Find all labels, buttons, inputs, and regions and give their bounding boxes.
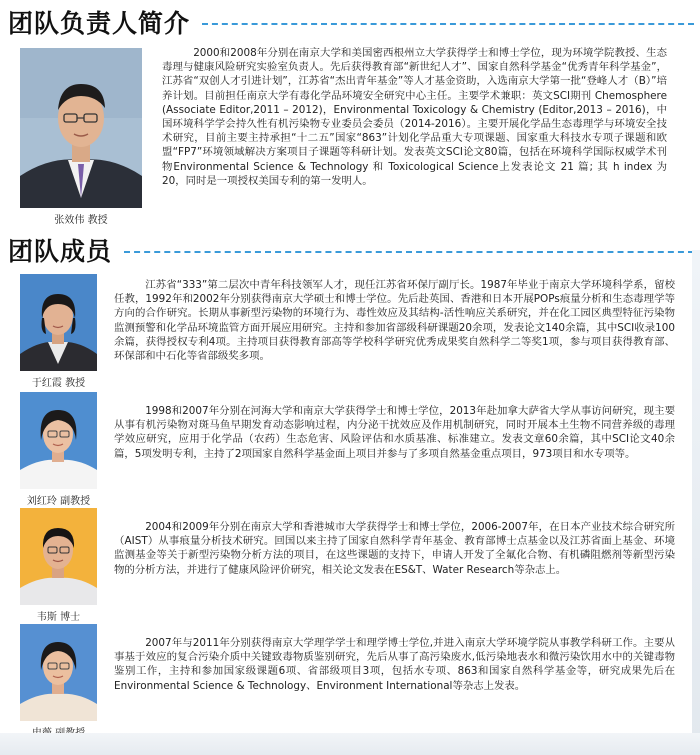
member-photo	[20, 392, 97, 489]
leader-section-title: 团队负责人简介	[8, 9, 191, 38]
member-bio: 2004和2009年分别在南京大学和香港城市大学获得学士和博士学位，2006-2007年，在日本产业技术综合研究所（AIST）从事痕量分析技术研究。回国以来主持了国家自然科学青年基金、教育部博士点基金以及江苏省面上基金、环境监测基金等关于新型污染物分析方法的项目，在这些课题的支持下，申请人开发了全氟化合物、有机磷阻燃剂等新型污染物的分析方法，并进行了健康风险评价研究，相关论文发表在ES&T、Water Research等杂志上。	[114, 521, 675, 576]
leader-bio: 2000和2008年分别在南京大学和美国密西根州立大学获得学士和博士学位，现为环境学院教授、生态毒理与健康风险研究实验室负责人。先后获得教育部“新世纪人才”、国家自然科学基金“优秀青年科学基金”，江苏省“双创人才引进计划”，江苏省“杰出青年基金”等人才基金资助，入选南京大学第一批“登峰人才（B）”培养计划。目前担任南京大学有毒化学品环境安全研究中心主任。主要学术兼职：英文SCI期刊 Chemosphere (Associate Editor,2011 – 2012)，Environmental Toxicology & Chemistry (Editor,2013 – 2016)，中国环境科学学会持久性有机污染物专业委员会委员（2014-2016）。主要开展化学品生态毒理学与环境安全技术研究，目前主要主持承担“十二五”国家“863”计划化学品重大专项课题、国家重大科技水专项子课题和欧盟“FP7”环境领域解决方案项目子课题等科研计划。发表英文SCI论文80篇，包括在环境科学国际权威学术刊物Environmental Science & Technology 和 Toxicological Science上发表论文 21 篇; 其 h index 为 20，同时是一项授权美国专利的第一发明人。	[162, 47, 667, 187]
member-caption: 刘红玲 副教授	[26, 496, 91, 507]
footer-band	[0, 733, 700, 755]
section-divider	[124, 251, 694, 253]
member-bio: 1998和2007年分别在河海大学和南京大学获得学士和博士学位，2013年赴加拿大萨省大学从事访问研究，现主要从事有机污染物对斑马鱼早期发育动态影响过程，内分泌干扰效应及作用机制研究，同时开展本土生物不同营养级的毒理学效应研究，应用于化学品（农药）生态危害、风险评估和水质基准、标准建立。发表文章60余篇，其中SCI论文40余篇，5项发明专利，主持了2项国家自然科学基金面上项目并参与了多项自然基金重点项目，973项目和水专项等。	[114, 405, 675, 460]
section-divider	[202, 23, 694, 25]
member-photo	[20, 624, 97, 721]
leader-photo	[20, 48, 142, 208]
members-section-header	[8, 232, 694, 268]
leader-section-header	[8, 4, 694, 40]
leader-caption: 张效伟 教授	[54, 215, 108, 226]
members-section-title: 团队成员	[8, 237, 113, 266]
member-bio: 江苏省“333”第二层次中青年科技领军人才，现任江苏省环保厅副厅长。1987年毕业于南京大学环境科学系，留校任教，1992年和2002年分别获得南京大学硕士和博士学位。先后赴英国、香港和日本开展POPs痕量分析和生态毒理学等方向的合作研究。长期从事新型污染物的环境行为、毒性效应及其结构-活性响应关系研究，并在化工园区典型特征污染物监测预警和化学品环境监管方面开展应用研究。主持和参加省部级科研课题20余项，发表论文140余篇，其中SCI收录100余篇，获得授权专利4项。主持项目获得教育部高等学校科学研究优秀成果奖自然科学二等奖1项，参与项目获得教育部、环保部和中石化等省部级奖多项。	[114, 279, 676, 363]
member-photo	[20, 274, 97, 371]
member-photo	[20, 508, 97, 605]
member-bio: 2007年与2011年分别获得南京大学理学学士和理学博士学位,并进入南京大学环境学院从事教学科研工作。主要从事基于效应的复合污染介质中关键致毒物质鉴别研究，先后从事了高污染废水,低污染地表水和微污染饮用水中的关键毒物鉴别工作，主持和参加国家级课题6项、省部级项目3项，包括水专项、863和国家自然科学基金等，研究成果先后在Environmental Science & Technology、Environment International等杂志上发表。	[114, 637, 675, 692]
member-caption: 于红霞 教授	[31, 378, 86, 389]
decorative-stripe	[692, 250, 700, 755]
member-caption: 韦斯 博士	[36, 612, 81, 623]
